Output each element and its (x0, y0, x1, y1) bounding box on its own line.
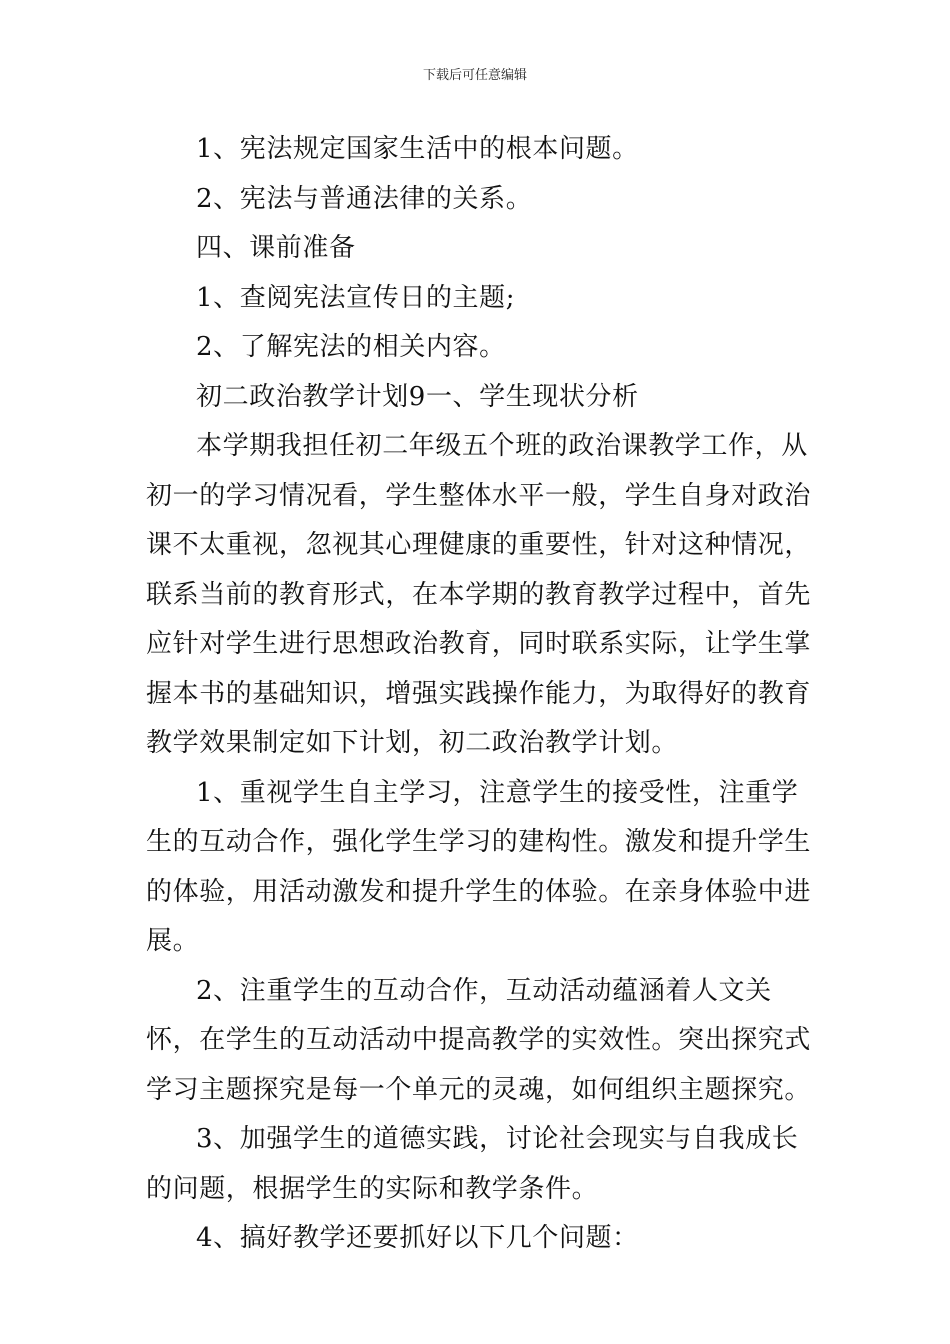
paragraph-point-3: 3、加强学生的道德实践，讨论社会现实与自我成长的问题，根据学生的实际和教学条件。 (146, 1124, 799, 1204)
paragraph-prep-1: 1、查阅宪法宣传日的主题; (196, 282, 516, 313)
paragraph-constitution-fundamental: 1、宪法规定国家生活中的根本问题。 (196, 134, 639, 164)
section-heading-student-analysis: 初二政治教学计划9一、学生现状分析 (196, 381, 639, 412)
section-heading-preparation: 四、课前准备 (196, 233, 356, 263)
paragraph-constitution-law-relation: 2、宪法与普通法律的关系。 (196, 183, 533, 214)
paragraph-point-4: 4、搞好教学还要抓好以下几个问题： (196, 1223, 639, 1253)
paragraph-point-2: 2、注重学生的互动合作，互动活动蕴涵着人文关怀，在学生的互动活动中提高教学的实效性。突出探究式学习主题探究是每一个单元的灵魂，如何组织主题探究。 (146, 975, 812, 1105)
paragraph-prep-2: 2、了解宪法的相关内容。 (196, 332, 506, 362)
document-body (146, 125, 814, 1264)
paragraph-point-1: 1、重视学生自主学习，注意学生的接受性，注重学生的互动合作，强化学生学习的建构性。激发和提升学生的体验，用活动激发和提升学生的体验。在亲身体验中进展。 (146, 777, 812, 956)
page-header: 下载后可任意编辑 (422, 68, 527, 83)
paragraph-analysis: 本学期我担任初二年级五个班的政治课教学工作，从初一的学习情况看，学生整体水平一般，学生自身对政治课不太重视，忽视其心理健康的重要性，针对这种情况，联系当前的教育形式，在本学期的教育教学过程中，首先应针对学生进行思想政治教育，同时联系实际，让学生掌握本书的基础知识，增强实践操作能力，为取得好的教育教学效果制定如下计划，初二政治教学计划。 (146, 431, 812, 758)
